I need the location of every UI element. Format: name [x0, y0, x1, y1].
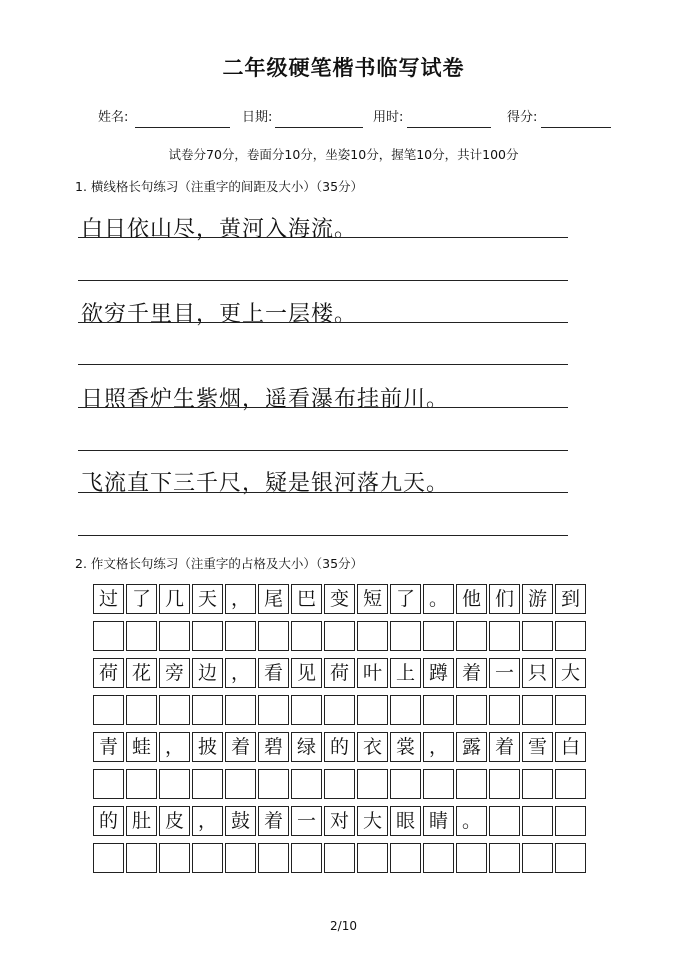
section2-heading: 2. 作文格长句练习（注重字的占格及大小）（35分）	[75, 556, 364, 571]
grid-cell[interactable]	[522, 695, 553, 725]
grid-cell[interactable]	[423, 769, 454, 799]
grid-cell[interactable]	[192, 695, 223, 725]
grid-cell[interactable]	[93, 769, 124, 799]
practice-line[interactable]	[78, 322, 568, 323]
grid-cell[interactable]: 们	[489, 584, 520, 614]
grid-cell[interactable]	[357, 843, 388, 873]
grid-cell[interactable]	[555, 769, 586, 799]
grid-cell[interactable]	[192, 843, 223, 873]
grid-cell[interactable]	[324, 621, 355, 651]
grid-cell[interactable]: 花	[126, 658, 157, 688]
grid-cell[interactable]: 衣	[357, 732, 388, 762]
grid-cell[interactable]: 天	[192, 584, 223, 614]
grid-cell[interactable]	[555, 695, 586, 725]
grid-cell[interactable]	[423, 843, 454, 873]
grid-cell[interactable]	[357, 695, 388, 725]
grid-cell[interactable]: 的	[93, 806, 124, 836]
grid-cell[interactable]	[324, 695, 355, 725]
grid-cell[interactable]: 。	[456, 806, 487, 836]
grid-cell[interactable]: 裳	[390, 732, 421, 762]
grid-cell[interactable]: 一	[489, 658, 520, 688]
grid-cell[interactable]	[390, 769, 421, 799]
grid-cell[interactable]: 着	[225, 732, 256, 762]
grid-cell[interactable]: 见	[291, 658, 322, 688]
score-field[interactable]	[541, 127, 611, 128]
grid-cell[interactable]	[357, 769, 388, 799]
grid-cell[interactable]	[225, 695, 256, 725]
grid-cell[interactable]: 绿	[291, 732, 322, 762]
grid-cell[interactable]: 对	[324, 806, 355, 836]
grid-cell[interactable]	[159, 769, 190, 799]
grid-cell[interactable]: 雪	[522, 732, 553, 762]
grid-cell[interactable]: 眼	[390, 806, 421, 836]
grid-cell[interactable]	[126, 843, 157, 873]
grid-cell[interactable]: 他	[456, 584, 487, 614]
grid-cell[interactable]: 短	[357, 584, 388, 614]
grid-cell[interactable]: 尾	[258, 584, 289, 614]
page-title: 二年级硬笔楷书临写试卷	[222, 56, 465, 80]
grid-cell[interactable]	[192, 621, 223, 651]
grid-cell[interactable]: 只	[522, 658, 553, 688]
grid-cell[interactable]	[291, 621, 322, 651]
page-number: 2/10	[330, 919, 357, 933]
grid-cell[interactable]: 睛	[423, 806, 454, 836]
grid-cell[interactable]: 。	[423, 584, 454, 614]
section1-heading: 1. 横线格长句练习（注重字的间距及大小）（35分）	[75, 179, 364, 194]
grid-cell[interactable]: 游	[522, 584, 553, 614]
grid-cell[interactable]: 变	[324, 584, 355, 614]
grid-cell[interactable]	[489, 621, 520, 651]
grid-cell[interactable]	[489, 843, 520, 873]
grid-cell[interactable]: 巴	[291, 584, 322, 614]
grid-cell[interactable]: 一	[291, 806, 322, 836]
grid-cell[interactable]	[159, 843, 190, 873]
grid-cell[interactable]	[489, 695, 520, 725]
grid-cell[interactable]: 旁	[159, 658, 190, 688]
grid-cell[interactable]	[159, 621, 190, 651]
grid-cell[interactable]	[258, 843, 289, 873]
grid-cell[interactable]: 叶	[357, 658, 388, 688]
practice-line-text: 飞流直下三千尺，疑是银河落九天。	[81, 471, 450, 496]
grid-cell[interactable]	[555, 843, 586, 873]
grid-cell[interactable]	[423, 621, 454, 651]
grid-cell[interactable]: 青	[93, 732, 124, 762]
grid-cell[interactable]	[291, 769, 322, 799]
grid-cell[interactable]: 着	[258, 806, 289, 836]
practice-line[interactable]	[78, 407, 568, 408]
grid-cell[interactable]: 上	[390, 658, 421, 688]
grid-cell[interactable]: ，	[192, 806, 223, 836]
grid-cell[interactable]	[258, 769, 289, 799]
grid-cell[interactable]	[456, 621, 487, 651]
grid-cell[interactable]	[225, 621, 256, 651]
grid-cell[interactable]: 了	[390, 584, 421, 614]
grid-cell[interactable]	[324, 843, 355, 873]
score-label: 得分:	[507, 110, 538, 125]
practice-line-text: 白日依山尽，黄河入海流。	[81, 217, 358, 242]
grid-cell[interactable]	[456, 769, 487, 799]
grid-cell[interactable]	[258, 695, 289, 725]
date-label: 日期:	[242, 110, 273, 125]
grid-cell[interactable]: 大	[555, 658, 586, 688]
grid-cell[interactable]: 蛙	[126, 732, 157, 762]
grid-cell[interactable]: 荷	[324, 658, 355, 688]
practice-line[interactable]	[78, 450, 568, 451]
grid-cell[interactable]	[522, 621, 553, 651]
practice-line[interactable]	[78, 364, 568, 365]
grid-cell[interactable]: 皮	[159, 806, 190, 836]
grid-cell[interactable]	[291, 695, 322, 725]
grid-cell[interactable]	[258, 621, 289, 651]
grid-cell[interactable]: 碧	[258, 732, 289, 762]
grid-cell[interactable]	[456, 843, 487, 873]
grid-cell[interactable]: 荷	[93, 658, 124, 688]
grid-cell[interactable]	[456, 695, 487, 725]
grid-cell[interactable]: 蹲	[423, 658, 454, 688]
grid-cell[interactable]	[489, 806, 520, 836]
grid-cell[interactable]	[390, 695, 421, 725]
grid-cell[interactable]: 过	[93, 584, 124, 614]
grid-cell[interactable]: 的	[324, 732, 355, 762]
grid-cell[interactable]: ，	[423, 732, 454, 762]
grid-cell[interactable]: 披	[192, 732, 223, 762]
grid-cell[interactable]	[126, 769, 157, 799]
grid-cell[interactable]	[291, 843, 322, 873]
name-field[interactable]	[135, 127, 230, 128]
grid-cell[interactable]: ，	[159, 732, 190, 762]
grid-cell[interactable]: 着	[456, 658, 487, 688]
grid-cell[interactable]	[555, 621, 586, 651]
grid-cell[interactable]: ，	[225, 584, 256, 614]
grid-cell[interactable]	[225, 843, 256, 873]
practice-line[interactable]	[78, 280, 568, 281]
grid-cell[interactable]	[522, 769, 553, 799]
grid-cell[interactable]: 白	[555, 732, 586, 762]
grid-cell[interactable]: 大	[357, 806, 388, 836]
grid-cell[interactable]	[522, 806, 553, 836]
grid-cell[interactable]	[390, 621, 421, 651]
grid-cell[interactable]	[93, 695, 124, 725]
grid-cell[interactable]	[93, 843, 124, 873]
grid-cell[interactable]: 到	[555, 584, 586, 614]
grid-cell[interactable]: 肚	[126, 806, 157, 836]
practice-line[interactable]	[78, 492, 568, 493]
grid-cell[interactable]	[555, 806, 586, 836]
practice-line[interactable]	[78, 237, 568, 238]
grid-cell[interactable]	[489, 769, 520, 799]
grid-cell[interactable]: 几	[159, 584, 190, 614]
practice-line-text: 欲穷千里目，更上一层楼。	[81, 302, 358, 327]
grid-cell[interactable]	[93, 621, 124, 651]
grid-cell[interactable]	[390, 843, 421, 873]
grid-cell[interactable]	[225, 769, 256, 799]
grid-cell[interactable]	[357, 621, 388, 651]
grid-cell[interactable]	[126, 695, 157, 725]
date-field[interactable]	[275, 127, 363, 128]
grid-cell[interactable]: 露	[456, 732, 487, 762]
time-field[interactable]	[407, 127, 491, 128]
practice-line[interactable]	[78, 535, 568, 536]
grid-cell[interactable]: ，	[225, 658, 256, 688]
practice-line-text: 日照香炉生紫烟，遥看瀑布挂前川。	[81, 387, 450, 412]
scoring-note: 试卷分70分，卷面分10分，坐姿10分，握笔10分，共计100分	[168, 147, 519, 162]
grid-cell[interactable]	[159, 695, 190, 725]
grid-cell[interactable]: 边	[192, 658, 223, 688]
name-label: 姓名:	[98, 110, 129, 125]
grid-cell[interactable]: 看	[258, 658, 289, 688]
grid-cell[interactable]: 着	[489, 732, 520, 762]
grid-cell[interactable]: 鼓	[225, 806, 256, 836]
grid-cell[interactable]: 了	[126, 584, 157, 614]
grid-cell[interactable]	[423, 695, 454, 725]
time-label: 用时:	[373, 110, 404, 125]
grid-cell[interactable]	[522, 843, 553, 873]
grid-cell[interactable]	[192, 769, 223, 799]
grid-cell[interactable]	[126, 621, 157, 651]
grid-cell[interactable]	[324, 769, 355, 799]
